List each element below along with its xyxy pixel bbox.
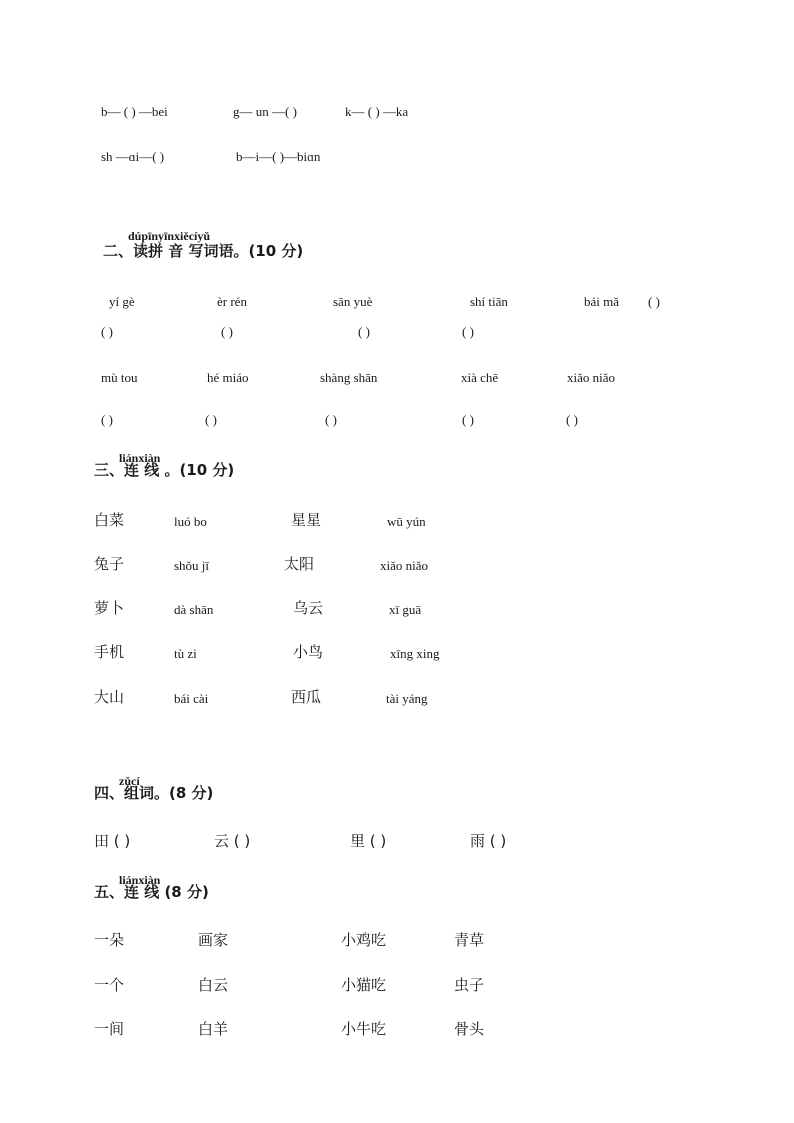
answer-blank: ( ) bbox=[205, 412, 217, 427]
match-word: 小鸟 bbox=[293, 643, 324, 661]
fill-item: b— ( ) —bei bbox=[101, 104, 168, 119]
match-word: 太阳 bbox=[284, 555, 315, 573]
pinyin-word: hé miáo bbox=[207, 370, 249, 385]
pinyin-word: xiǎo niǎo bbox=[567, 370, 616, 385]
compose-item: 田 ( ) bbox=[94, 832, 131, 850]
answer-blank: ( ) bbox=[358, 324, 370, 339]
compose-item: 里 ( ) bbox=[350, 832, 387, 850]
fill-item: b—i—( )—biɑn bbox=[236, 149, 321, 164]
answer-blank: ( ) bbox=[325, 412, 337, 427]
section-3-title: 三、连 线 。(10 分) bbox=[94, 461, 235, 479]
match-word: 白菜 bbox=[94, 511, 125, 529]
section-3-ruby: liánxiàn bbox=[119, 451, 161, 465]
match-word: 兔子 bbox=[94, 555, 125, 573]
pinyin-word: mù tou bbox=[101, 370, 138, 385]
match-word: 白羊 bbox=[198, 1020, 229, 1038]
section-2-ruby: dúpīnyīnxiěcíyǔ bbox=[128, 229, 211, 243]
match-pinyin: xī guā bbox=[389, 602, 422, 617]
pinyin-word: shí tiān bbox=[470, 294, 508, 309]
section-4-ruby: zǔcí bbox=[119, 774, 140, 788]
section-5-ruby: liánxiàn bbox=[119, 873, 161, 887]
match-pinyin: tài yáng bbox=[386, 691, 428, 706]
compose-item: 雨 ( ) bbox=[470, 832, 507, 850]
match-word: 小牛吃 bbox=[341, 1020, 387, 1038]
pinyin-word: bái mǎ bbox=[584, 294, 620, 309]
pinyin-word: shàng shān bbox=[320, 370, 378, 385]
fill-item: sh —ɑi—( ) bbox=[101, 149, 165, 164]
match-word: 大山 bbox=[94, 688, 125, 706]
answer-blank: ( ) bbox=[648, 294, 660, 309]
match-word: 一间 bbox=[94, 1020, 125, 1038]
answer-blank: ( ) bbox=[462, 412, 474, 427]
pinyin-word: sān yuè bbox=[333, 294, 373, 309]
match-pinyin: shǒu jī bbox=[174, 558, 210, 573]
section-5-title: 五、连 线 (8 分) bbox=[94, 883, 209, 901]
match-word: 白云 bbox=[198, 976, 229, 994]
match-word: 一个 bbox=[94, 976, 125, 994]
match-word: 手机 bbox=[94, 643, 125, 661]
pinyin-word: yí gè bbox=[109, 294, 135, 309]
pinyin-word: xià chē bbox=[461, 370, 499, 385]
section-2-title: 二、读拼 音 写词语。(10 分) bbox=[103, 242, 304, 260]
pinyin-word: èr rén bbox=[217, 294, 247, 309]
match-word: 乌云 bbox=[293, 599, 324, 617]
match-pinyin: bái cài bbox=[174, 691, 209, 706]
compose-item: 云 ( ) bbox=[214, 832, 251, 850]
match-word: 小猫吃 bbox=[341, 976, 387, 994]
match-word: 星星 bbox=[291, 511, 322, 529]
match-pinyin: xiǎo niǎo bbox=[380, 558, 429, 573]
match-word: 萝卜 bbox=[94, 599, 125, 617]
fill-item: k— ( ) —ka bbox=[345, 104, 409, 119]
match-pinyin: wū yún bbox=[387, 514, 426, 529]
fill-item: g— un —( ) bbox=[233, 104, 297, 119]
match-pinyin: dà shān bbox=[174, 602, 214, 617]
answer-blank: ( ) bbox=[221, 324, 233, 339]
match-pinyin: xīng xing bbox=[390, 646, 440, 661]
match-word: 小鸡吃 bbox=[341, 931, 387, 949]
answer-blank: ( ) bbox=[101, 324, 113, 339]
match-word: 青草 bbox=[454, 931, 485, 949]
match-word: 画家 bbox=[198, 931, 229, 949]
answer-blank: ( ) bbox=[101, 412, 113, 427]
match-word: 一朵 bbox=[94, 931, 125, 949]
section-4-title: 四、组词。(8 分) bbox=[94, 784, 214, 802]
match-word: 骨头 bbox=[454, 1020, 485, 1038]
match-word: 西瓜 bbox=[291, 688, 322, 706]
answer-blank: ( ) bbox=[462, 324, 474, 339]
answer-blank: ( ) bbox=[566, 412, 578, 427]
match-pinyin: luó bo bbox=[174, 514, 207, 529]
match-word: 虫子 bbox=[454, 976, 485, 994]
match-pinyin: tù zi bbox=[174, 646, 197, 661]
